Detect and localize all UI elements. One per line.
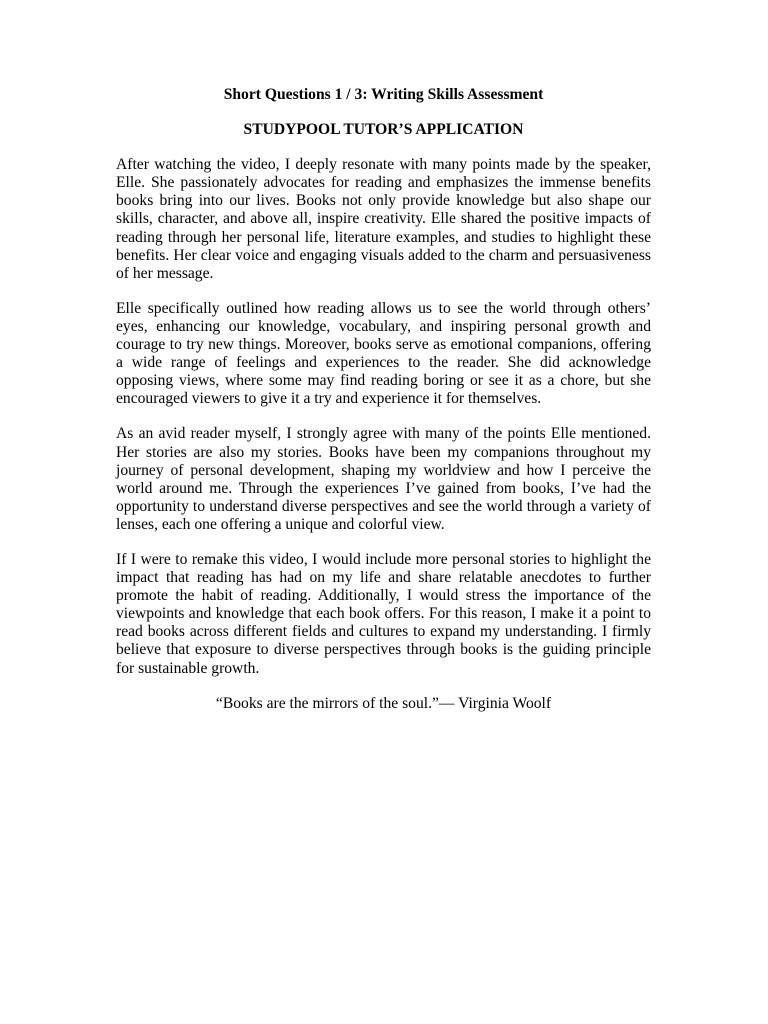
application-title: STUDYPOOL TUTOR’S APPLICATION <box>243 121 524 139</box>
document-page <box>116 86 651 728</box>
paragraph-3: As an avid reader myself, I strongly agree with many of the points Elle mentioned. Her stories are also my stories. Books have been my companions throughout my journey of personal development, shaping my worldview and how I perceive the world around me. Through the experiences I’ve gained from books, I’ve had the opportunity to understand diverse perspectives and see the world through a variety of lenses, each one offering a unique and colorful view. <box>116 425 651 533</box>
paragraph-1: After watching the video, I deeply resonate with many points made by the speaker, Elle. She passionately advocates for reading and emphasizes the immense benefits books bring into our lives. Books not only provide knowledge but also shape our skills, character, and above all, inspire creativity. Elle shared the positive impacts of reading through her personal life, literature examples, and studies to highlight these benefits. Her clear voice and engaging visuals added to the charm and persuasiveness of her message. <box>116 156 651 282</box>
paragraph-2: Elle specifically outlined how reading allows us to see the world through others’ eyes, enhancing our knowledge, vocabulary, and inspiring personal growth and courage to try new things. Moreover, books serve as emotional companions, offering a wide range of feelings and experiences to the reader. She did acknowledge opposing views, where some may find reading boring or see it as a chore, but she encouraged viewers to give it a try and experience it for themselves. <box>116 299 651 408</box>
assessment-title: Short Questions 1 / 3: Writing Skills Assessment <box>223 86 544 103</box>
paragraph-4: If I were to remake this video, I would include more personal stories to highlight the impact that reading has had on my life and share relatable anecdotes to further promote the habit of reading. Additionally, I would stress the importance of the viewpoints and knowledge that each book offers. For this reason, I make it a point to read books across different fields and cultures to expand my understanding. I firmly believe that exposure to diverse perspectives through books is the guiding principle for sustainable growth. <box>116 550 651 677</box>
closing-quote: “Books are the mirrors of the soul.”— Virginia Woolf <box>215 694 552 712</box>
